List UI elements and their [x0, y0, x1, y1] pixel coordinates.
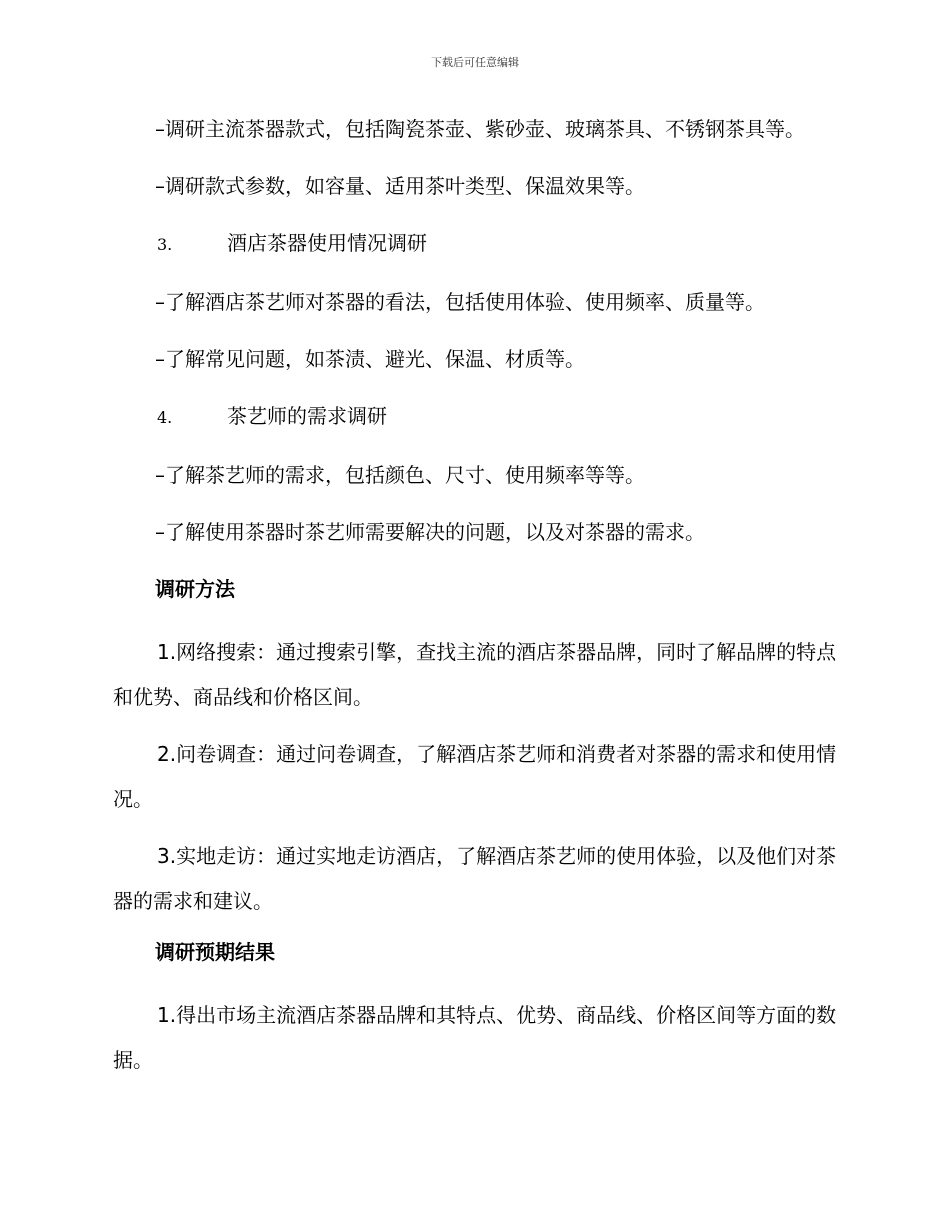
item-text: 实地走访：通过实地走访酒店，了解酒店茶艺师的使用体验，以及他们对茶器的需求和建议。	[113, 844, 837, 913]
numbered-paragraph	[113, 993, 837, 1083]
item-number: 4.	[157, 408, 173, 427]
paragraph: –了解茶艺师的需求，包括颜色、尺寸、使用频率等等。	[155, 463, 645, 487]
numbered-paragraph	[113, 834, 837, 924]
numbered-item	[113, 400, 837, 434]
item-number: 3.	[157, 844, 177, 868]
paragraph: –调研款式参数，如容量、适用茶叶类型、保温效果等。	[155, 174, 645, 198]
document-body	[113, 113, 837, 1095]
item-number: 1.	[157, 640, 177, 664]
paragraph: –调研主流茶器款式，包括陶瓷茶壶、紫砂壶、玻璃茶具、不锈钢茶具等。	[155, 117, 805, 141]
numbered-paragraph	[113, 630, 837, 720]
numbered-paragraph	[113, 732, 837, 822]
numbered-item	[113, 227, 837, 261]
item-text: 网络搜索：通过搜索引擎，查找主流的酒店茶器品牌，同时了解品牌的特点和优势、商品线和价格区间。	[113, 640, 837, 709]
item-text: 得出市场主流酒店茶器品牌和其特点、优势、商品线、价格区间等方面的数据。	[113, 1003, 837, 1072]
section-heading: 调研方法	[155, 577, 235, 601]
section-heading: 调研预期结果	[155, 940, 275, 964]
item-text: 酒店茶器使用情况调研	[227, 231, 427, 255]
paragraph: –了解酒店茶艺师对茶器的看法，包括使用体验、使用频率、质量等。	[155, 290, 765, 314]
page-header-note: 下载后可任意编辑	[431, 56, 519, 69]
item-number: 1.	[157, 1003, 177, 1027]
paragraph: –了解使用茶器时茶艺师需要解决的问题，以及对茶器的需求。	[155, 520, 705, 544]
item-number: 2.	[157, 742, 177, 766]
item-number: 3.	[157, 235, 173, 254]
item-text: 茶艺师的需求调研	[227, 404, 387, 428]
paragraph: –了解常见问题，如茶渍、避光、保温、材质等。	[155, 347, 585, 371]
item-text: 问卷调查：通过问卷调查，了解酒店茶艺师和消费者对茶器的需求和使用情况。	[113, 742, 837, 811]
